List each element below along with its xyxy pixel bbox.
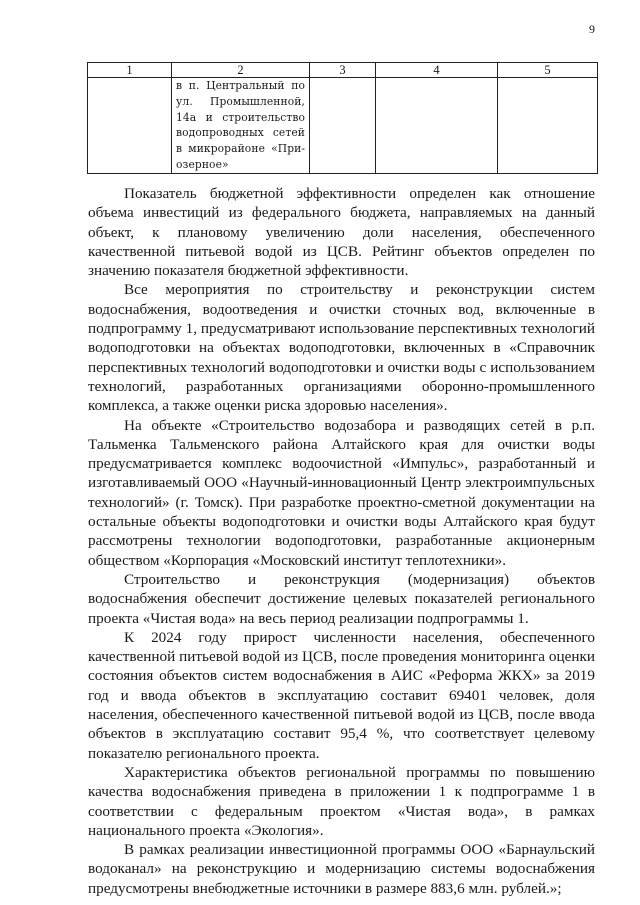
table-row (88, 78, 598, 174)
col-header-3: 3 (310, 63, 376, 78)
continuation-table (87, 62, 598, 174)
paragraph-2024-growth: К 2024 году прирост численности населения, обеспеченного качественной питьевой водой из ЦСВ, после проведения мониторинга оценки состояния объектов систем водоснабжения в АИС «Реформа ЖКХ» за 2019 год и ввода объектов в эксплуатацию составит 69401 человек, доля населения, обеспеченного качественной питьевой водой из ЦСВ, после ввода объектов в эксплуатацию составит 95,4 %, что соответствует целевому показателю регионального проекта. (88, 628, 595, 762)
paragraph-technologies: Все мероприятия по строительству и реконструкции систем водоснабжения, водоотведения и очистки сточных вод, включенные в подпрограмму 1, предусматривают использование перспективных технологий водоподготовки на объектах водоподготовки, включенных в «Справочник перспективных технологий водоподготовки и очистки воды с использованием технологий, разработанных организациями оборонно-промышленного комплекса, а также оценки риска здоровью населения». (88, 281, 595, 415)
paragraph-budget-efficiency: Показатель бюджетной эффективности определен как отношение объема инвестиций из федерального бюджета, направляемых на данный объект, к плановому увеличению доли населения, обеспеченного качественной питьевой водой из ЦСВ. Рейтинг объектов определен по значению показателя бюджетной эффективности. (88, 185, 595, 280)
col-header-5: 5 (498, 63, 598, 78)
col-header-4: 4 (376, 63, 498, 78)
col-header-2: 2 (172, 63, 310, 78)
paragraph-clean-water-targets: Строительство и реконструкция (модернизация) объектов водоснабжения обеспечит достижение целевых показателей регионального проекта «Чистая вода» на весь период реализации подпрограммы 1. (88, 570, 595, 627)
table-cell-1 (88, 78, 172, 174)
table-cell-3 (310, 78, 376, 174)
body-text (88, 184, 595, 898)
col-header-1: 1 (88, 63, 172, 78)
table-cell-5 (498, 78, 598, 174)
table-header-row (88, 63, 598, 78)
paragraph-barnaul-vodokanal: В рамках реализации инвестиционной программы ООО «Барнаульский водоканал» на реконструкцию и модернизацию системы водоснабжения предусмотрены внебюджетные источники в размере 883,6 млн. рублей.»; (88, 841, 595, 897)
paragraph-characteristics: Характеристика объектов региональной программы по повышению качества водоснабжения приведена в приложении 1 к подпрограмме 1 в соответствии с федеральным проектом «Чистая вода», в рамках национального проекта «Экология». (88, 763, 595, 839)
table-cell-4 (376, 78, 498, 174)
paragraph-talmenka-object: На объекте «Строительство водозабора и разводящих сетей в р.п. Тальменка Тальменского района Алтайского края для очистки воды предусматривается комплекс водоочистной «Импульс», разработанный и изготавливаемый ООО «Научный-инновационный Центр электроимпульсных технологий» (г. Томск). При разработке проектно-сметной документации на остальные объекты водоподготовки и очистки воды Алтайского края будут рассмотрены технологии водоподготовки, разработанные акционерным обществом «Корпорация «Московский институт теплотехники». (88, 416, 595, 569)
table-cell-2: в п. Центральный по ул. Промышленной, 14а и строительство водопроводных сетей в микрорайоне «Приозерное» (172, 78, 310, 174)
page-number: 9 (589, 22, 595, 36)
